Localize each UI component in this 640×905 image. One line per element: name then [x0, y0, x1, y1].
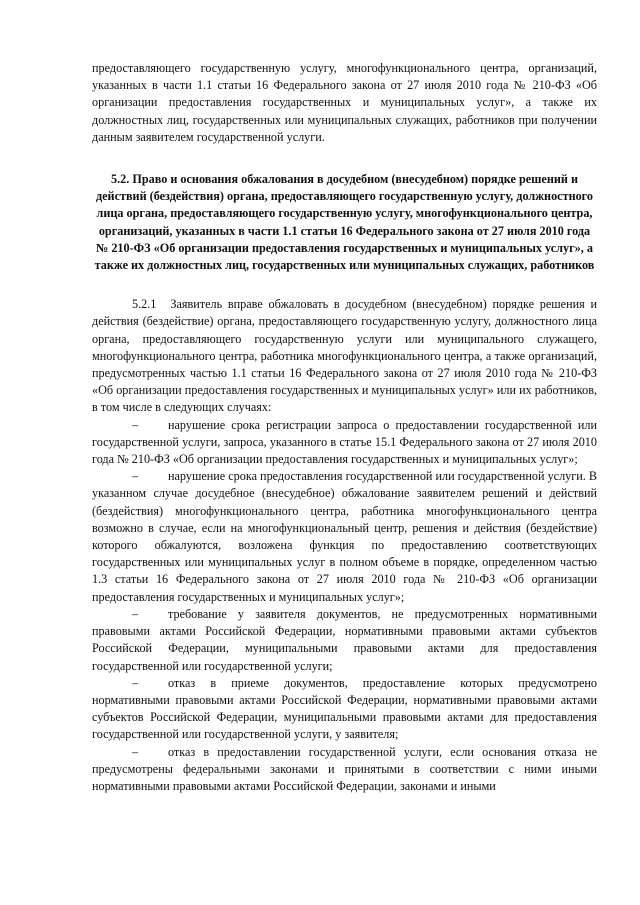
clause-paragraph — [92, 296, 597, 416]
list-dash: – — [132, 675, 139, 690]
clause-text: Заявитель вправе обжаловать в досудебном (внесудебном) порядке решения и действия (бездействие) органа, предоставляющего государственную услугу, должностного лица органа, предоставляющего государственную услуги или муниципального служащего, многофункционального центра, работника многофункционального центра, а также организаций, предусмотренных частью 1.1 статьи 16 Федерального закона от 27 июля 2010 года № 210-ФЗ «Об организации предоставления государственных и муниципальных услуг» или их работников, в том числе в следующих случаях: — [92, 297, 597, 415]
list-item-text: отказ в предоставлении государственной услуги, если основания отказа не предусмотрены федеральными законами и принятыми в соответствии с ними иными нормативными правовыми актами Российской Федерации, законами и иными — [92, 744, 597, 793]
list-dash: – — [132, 469, 139, 484]
intro-paragraph: предоставляющего государственную услугу, многофункционального центра, организаций, указанных в части 1.1 статьи 16 Федерального закона от 27 июля 2010 года № 210-ФЗ «Об организации предоставления государственных и муниципальных услуг», а также их должностных лиц, государственных или муниципальных служащих, работников при получении данным заявителем государственной услуги. — [92, 61, 597, 144]
list-dash: – — [132, 417, 139, 432]
list-dash: – — [132, 606, 139, 621]
list-item-text: нарушение срока регистрации запроса о предоставлении государственной или государственной услуги, запроса, указанного в статье 15.1 Федерального закона от 27 июля 2010 года № 210-ФЗ «Об организации предоставления государственных и муниципальных услуг»; — [92, 417, 597, 467]
list-item — [92, 744, 597, 796]
list-item — [92, 468, 597, 606]
clause-number: 5.2.1 — [132, 297, 157, 312]
list-dash: – — [132, 744, 139, 759]
list-item-text: нарушение срока предоставления государственной или государственной услуги. В указанном случае досудебное (внесудебное) обжалование заявителем решений и действий (бездействия) многофункционального центра, работника многофункционального центра возможно в случае, если на многофункциональный центр, решения и действия (бездействие) которого обжалуются, возложена функция по предоставлению соответствующих государственных или муниципальных услуг в полном объеме в порядке, определенном частью 1.3 статьи 16 Федерального закона от 27 июля 2010 года № 210-ФЗ «Об организации предоставления государственных и муниципальных услуг»; — [92, 469, 597, 604]
list-item — [92, 675, 597, 744]
list-item — [92, 606, 597, 675]
section-heading: 5.2. Право и основания обжалования в досудебном (внесудебном) порядке решений и действий (бездействия) органа, предоставляющего государственную услугу, должностного лица органа, предоставляющего государственную услугу, многофункционального центра, организаций, указанных в части 1.1 статьи 16 Федерального закона от 27 июля 2010 года № 210-ФЗ «Об организации предоставления государственных и муниципальных услуг», а также их должностных лиц, государственных или муниципальных служащих, работников — [94, 172, 595, 273]
list-item-text: требование у заявителя документов, не предусмотренных нормативными правовыми актами Российской Федерации, нормативными правовыми актами субъектов Российской Федерации, муниципальными правовыми актами для предоставления государственной или государственной услуги; — [92, 606, 597, 673]
list-item — [92, 417, 597, 469]
document-page — [92, 60, 597, 795]
list-item-text: отказ в приеме документов, предоставление которых предусмотрено нормативными правовыми актами Российской Федерации, нормативными правовыми актами субъектов Российской Федерации, муниципальными правовыми актами для предоставления государственной или государственной услуги, у заявителя; — [92, 675, 597, 742]
